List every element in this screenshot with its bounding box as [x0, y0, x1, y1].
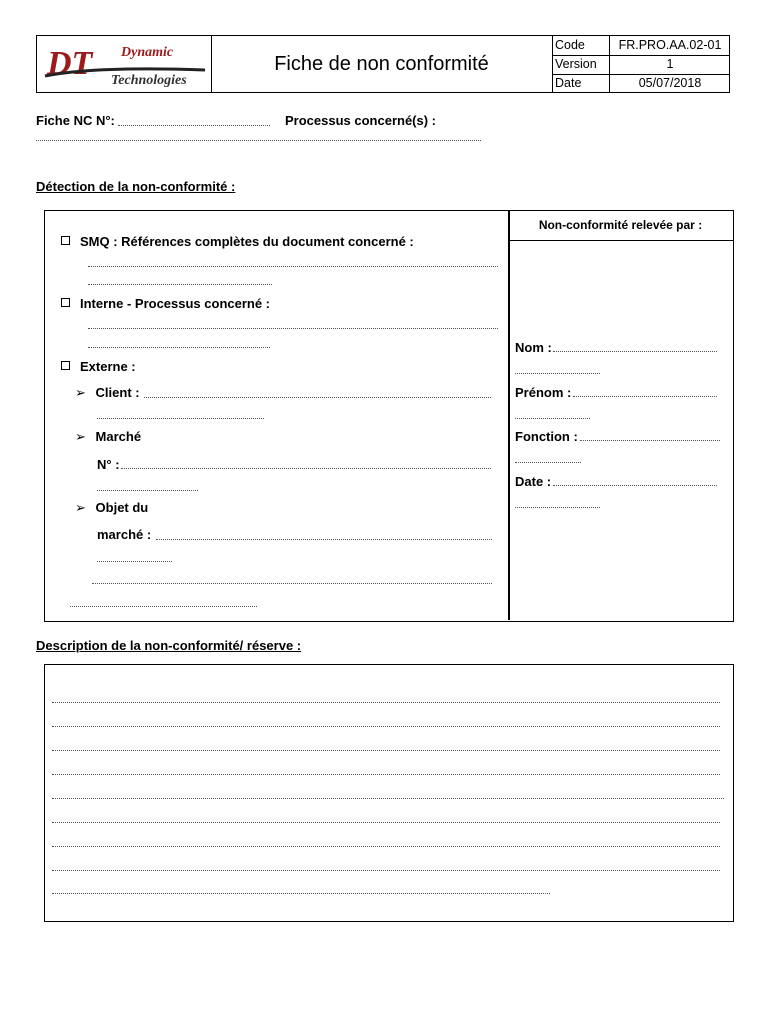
description-line[interactable]	[52, 893, 550, 894]
description-line[interactable]	[52, 726, 720, 727]
checkbox-icon[interactable]	[61, 236, 70, 245]
meta-code-label: Code	[555, 38, 585, 52]
prenom-field-1[interactable]	[573, 396, 717, 397]
marche-label: Marché	[95, 429, 142, 444]
nom-field-2[interactable]	[515, 373, 600, 374]
description-line[interactable]	[52, 774, 720, 775]
interne-option[interactable]	[61, 296, 270, 311]
logo	[37, 36, 212, 92]
processus-label: Processus concerné(s) :	[285, 113, 437, 128]
fonction-field-1[interactable]	[580, 440, 720, 441]
interne-field-1[interactable]	[88, 328, 498, 329]
meta-date	[552, 74, 729, 93]
description-line[interactable]	[52, 822, 720, 823]
description-line[interactable]	[52, 750, 720, 751]
nom-field-1[interactable]	[553, 351, 717, 352]
company-logo	[37, 36, 211, 92]
externe-option[interactable]	[61, 359, 136, 374]
description-line[interactable]	[52, 846, 720, 847]
objet-label-1: Objet du	[95, 500, 149, 515]
objet-field-4[interactable]	[70, 606, 257, 607]
logo-line1: Dynamic	[121, 45, 174, 60]
nom-label: Nom :	[515, 340, 552, 355]
meta-date-label: Date	[555, 76, 582, 90]
fiche-nc-label: Fiche NC N°:	[36, 113, 115, 128]
description-line[interactable]	[52, 798, 724, 799]
meta-version-value: 1	[666, 57, 674, 71]
detection-heading: Détection de la non-conformité :	[36, 179, 236, 194]
marche-no-field-1[interactable]	[121, 468, 491, 469]
objet-label-2: marché :	[97, 527, 152, 542]
fonction-label: Fonction :	[515, 429, 578, 444]
processus-field[interactable]	[36, 140, 481, 141]
objet-field-1[interactable]	[156, 539, 492, 540]
marche-no-label: N° :	[97, 457, 120, 472]
date-field-2[interactable]	[515, 507, 600, 508]
arrow-icon: ➢	[75, 429, 86, 444]
relevee-heading: Non-conformité relevée par :	[538, 218, 703, 232]
client-item	[75, 385, 140, 401]
page-title: Fiche de non conformité	[211, 36, 553, 92]
marche-no-field-2[interactable]	[97, 490, 198, 491]
client-field-2[interactable]	[97, 418, 264, 419]
smq-label: SMQ : Références complètes du document concerné :	[80, 234, 414, 249]
meta-version	[552, 55, 729, 74]
interne-field-2[interactable]	[88, 347, 270, 348]
prenom-label: Prénom :	[515, 385, 572, 400]
meta-code-value: FR.PRO.AA.02-01	[618, 38, 722, 52]
document-header	[36, 35, 730, 93]
logo-line2: Technologies	[111, 73, 187, 88]
interne-label: Interne - Processus concerné :	[80, 296, 271, 311]
objet-field-2[interactable]	[97, 561, 172, 562]
description-heading: Description de la non-conformité/ réserve :	[36, 638, 302, 653]
meta-code	[552, 36, 729, 55]
checkbox-icon[interactable]	[61, 298, 70, 307]
smq-field-1[interactable]	[88, 266, 498, 267]
externe-label: Externe :	[80, 359, 136, 374]
client-field-1[interactable]	[144, 397, 491, 398]
meta-date-value: 05/07/2018	[638, 76, 702, 90]
objet-item	[75, 500, 148, 516]
date-field-1[interactable]	[553, 485, 717, 486]
description-line[interactable]	[52, 702, 720, 703]
date-label: Date :	[515, 474, 552, 489]
arrow-icon: ➢	[75, 500, 86, 515]
prenom-field-2[interactable]	[515, 418, 590, 419]
fonction-field-2[interactable]	[515, 462, 581, 463]
client-label: Client :	[95, 385, 140, 400]
logo-monogram: DT	[47, 45, 93, 82]
smq-field-2[interactable]	[88, 284, 272, 285]
objet-field-3[interactable]	[92, 583, 492, 584]
description-line[interactable]	[52, 870, 720, 871]
marche-item	[75, 429, 141, 445]
checkbox-icon[interactable]	[61, 361, 70, 370]
smq-option[interactable]	[61, 234, 414, 249]
fiche-nc-field[interactable]	[118, 125, 270, 126]
arrow-icon: ➢	[75, 385, 86, 400]
meta-version-label: Version	[555, 57, 597, 71]
